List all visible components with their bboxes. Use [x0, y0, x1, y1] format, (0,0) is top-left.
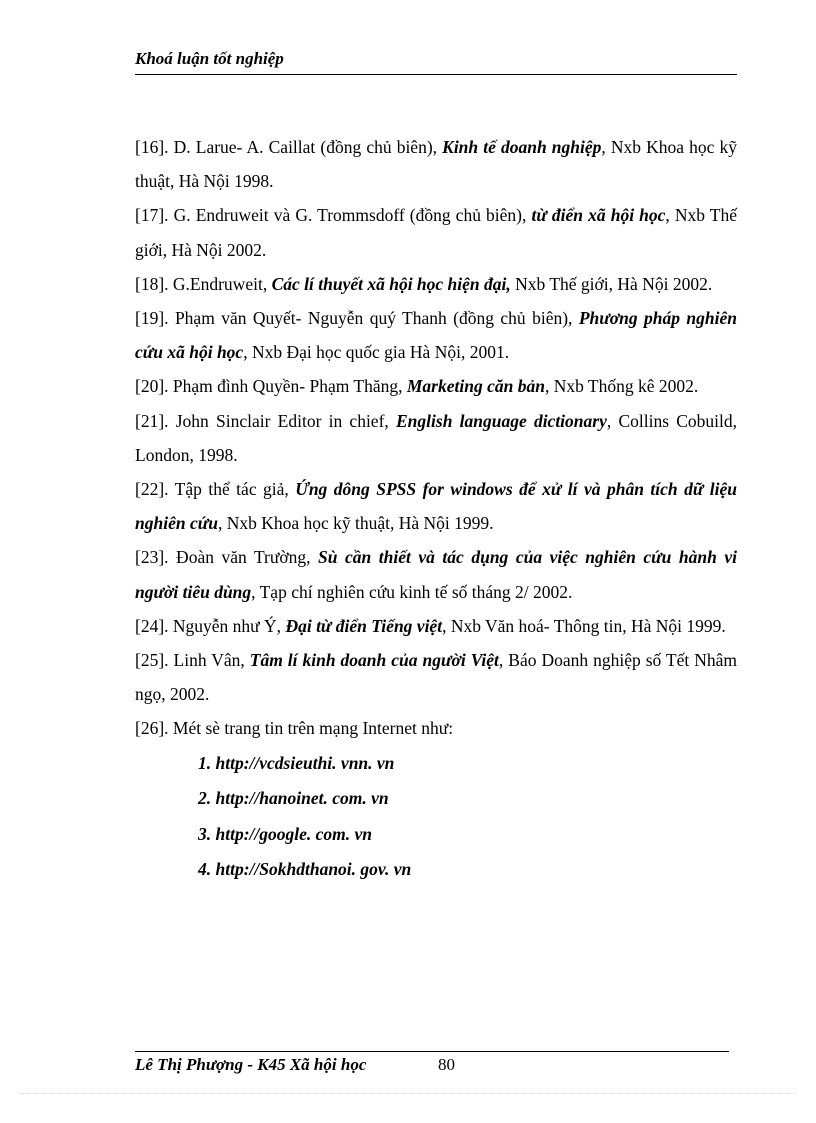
reference-entry: [135, 301, 737, 369]
reference-title: Marketing căn bản: [406, 376, 545, 397]
reference-title: Đại từ điển Tiếng việt: [285, 615, 443, 636]
reference-entry: [135, 472, 737, 540]
reference-text: [23]. Đoàn văn Trường,: [135, 547, 319, 568]
reference-text: [25]. Linh Vân,: [135, 650, 250, 671]
reference-text: , Nxb Thế giới, Hà Nội 2002.: [135, 205, 737, 260]
reference-title: English language dictionary: [396, 410, 607, 431]
reference-text: [26]. Mét sè trang tin trên mạng Internet như:: [135, 718, 454, 739]
reference-text: , Nxb Khoa học kỹ thuật, Hà Nội 1998.: [135, 137, 737, 192]
reference-title: từ điển xã hội học: [531, 205, 666, 226]
reference-text: [19]. Phạm văn Quyết- Nguyễn quý Thanh (đồng chủ biên),: [135, 308, 579, 329]
reference-text: , Nxb Văn hoá- Thông tin, Hà Nội 1999.: [442, 615, 726, 636]
reference-text: [20]. Phạm đình Quyền- Phạm Thăng,: [135, 376, 407, 397]
reference-text: [16]. D. Larue- A. Caillat (đồng chủ biên),: [135, 137, 443, 157]
footer-author: Lê Thị Phượng - K45 Xã hội học: [135, 1055, 367, 1074]
header-title: Khoá luận tốt nghiệp: [135, 49, 284, 68]
reference-text: , Nxb Thống kê 2002.: [544, 376, 699, 397]
url-link[interactable]: 3. http://google. com. vn: [198, 823, 373, 844]
reference-entry: [135, 643, 737, 711]
reference-text: [24]. Nguyễn như Ý,: [135, 615, 286, 636]
reference-entry: [135, 609, 737, 643]
url-link[interactable]: 1. http://vcdsieuthi. vnn. vn: [198, 752, 395, 773]
reference-title: Tâm lí kinh doanh của người Việt: [249, 650, 499, 671]
url-link[interactable]: 2. http://hanoinet. com. vn: [198, 788, 389, 809]
reference-title: Sù cần thiết và tác dụng của việc nghiên cứu hành vi người tiêu dùng: [135, 547, 738, 602]
reference-title: Ứng dông SPSS for windows để xử lí và phân tích dữ liệu nghiên cứu: [135, 479, 737, 534]
reference-text: [22]. Tập thể tác giả,: [135, 479, 296, 500]
reference-text: , Nxb Khoa học kỹ thuật, Hà Nội 1999.: [217, 513, 494, 534]
reference-text: [21]. John Sinclair Editor in chief,: [135, 410, 396, 431]
reference-entry: [135, 198, 737, 266]
reference-title: Phương pháp nghiên cứu xã hội học: [135, 308, 738, 363]
reference-text: , Collins Cobuild, London, 1998.: [135, 410, 737, 465]
reference-entry: [135, 130, 737, 198]
reference-entry: [135, 369, 737, 403]
url-link[interactable]: 4. http://Sokhdthanoi. gov. vn: [198, 859, 412, 880]
reference-list: [135, 130, 737, 888]
footer-divider: [135, 1051, 729, 1052]
reference-text: , Báo Doanh nghiệp số Tết Nhâm ngọ, 2002.: [135, 650, 737, 705]
reference-text: Nxb Thế giới, Hà Nội 2002.: [510, 273, 713, 294]
reference-text: , Nxb Đại học quốc gia Hà Nội, 2001.: [243, 342, 510, 363]
page-header: [135, 48, 737, 75]
reference-entry: [135, 267, 737, 301]
page-number: 80: [438, 1055, 455, 1074]
reference-title: Kinh tế doanh nghiệp: [442, 137, 602, 157]
reference-entry: [135, 711, 737, 745]
reference-text: , Tạp chí nghiên cứu kinh tế số tháng 2/ 2002.: [251, 581, 573, 602]
reference-entry: [135, 404, 737, 472]
reference-text: [18]. G.Endruweit,: [135, 273, 272, 294]
reference-entry: [135, 540, 737, 608]
reference-text: [17]. G. Endruweit và G. Trommsdoff (đồng chủ biên),: [135, 205, 532, 226]
page-edge-divider: [20, 1093, 796, 1094]
reference-title: Các lí thuyết xã hội học hiện đại,: [271, 273, 511, 294]
